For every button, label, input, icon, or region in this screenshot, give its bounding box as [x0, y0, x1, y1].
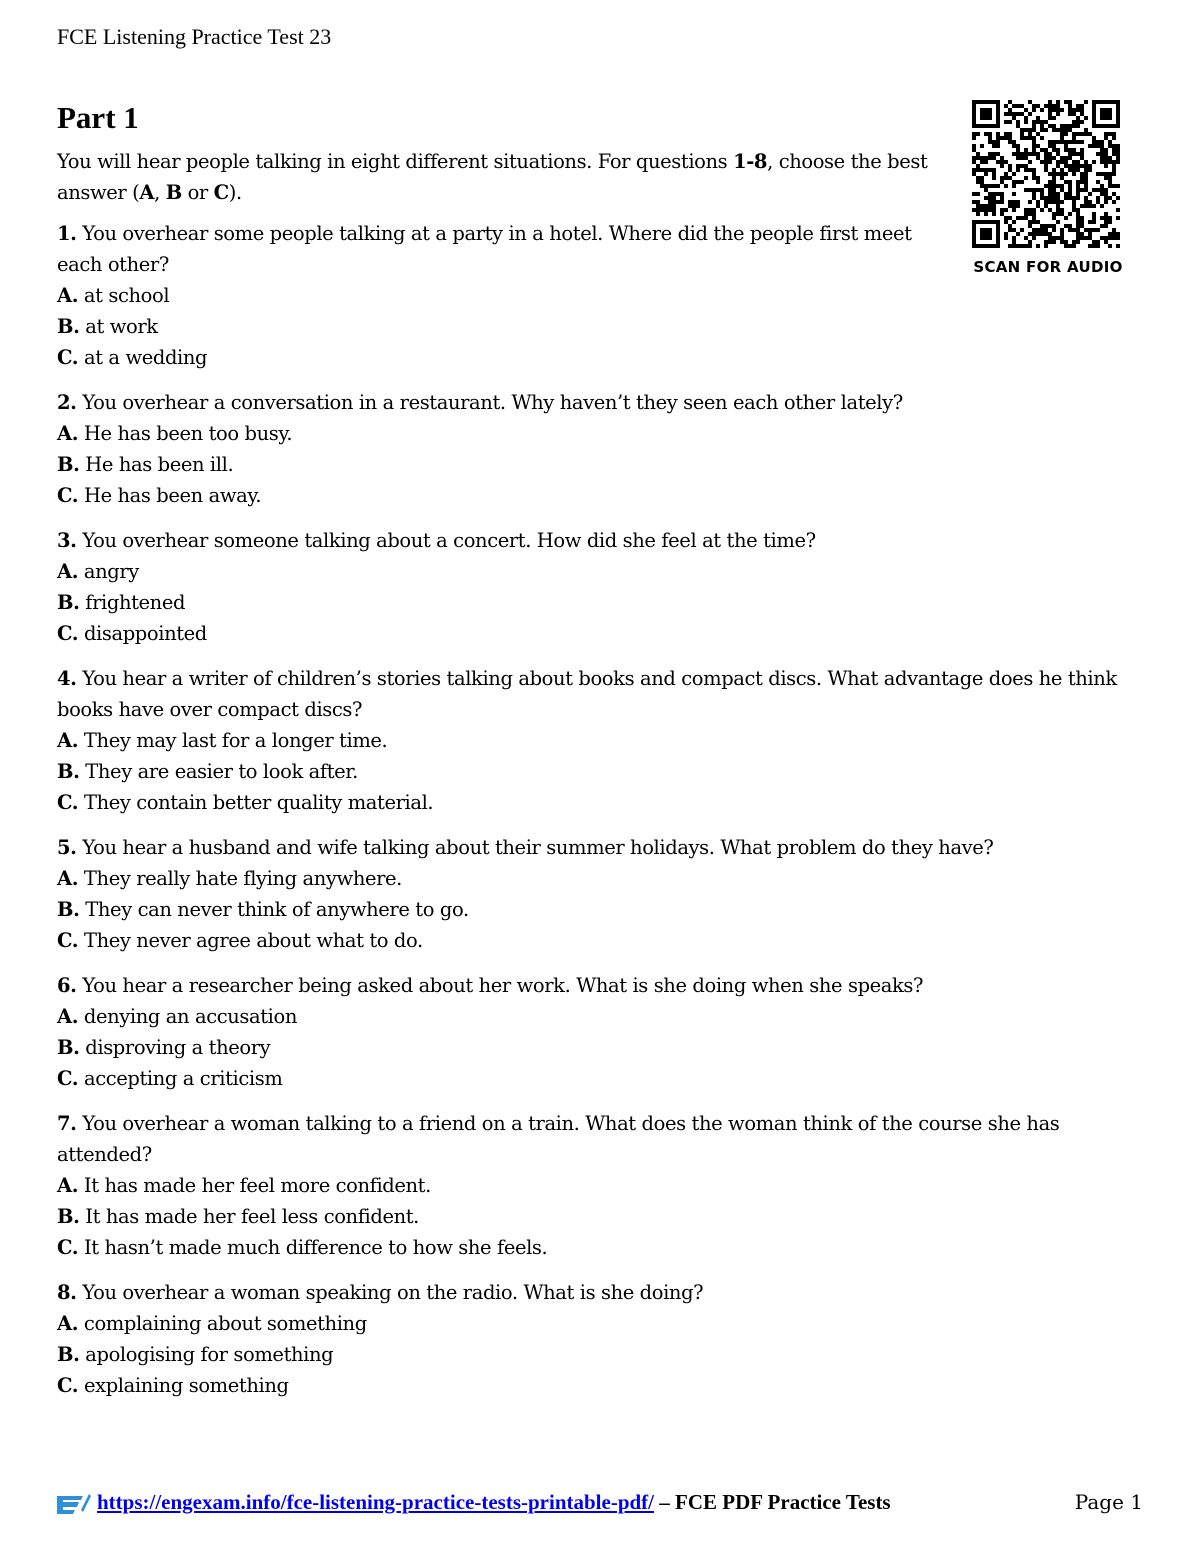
footer-url-link[interactable]: https://engexam.info/fce-listening-practice-tests-printable-pdf/ — [97, 1490, 655, 1514]
option-a: A. He has been too busy. — [57, 422, 293, 445]
question-stem — [57, 970, 1147, 1001]
instructions: You will hear people talking in eight different situations. For questions 1-8, choose the best answer (A, B or C). — [57, 150, 928, 204]
question-number: 5. — [57, 836, 77, 859]
option-b: B. disproving a theory — [57, 1036, 271, 1059]
footer-text — [97, 1490, 891, 1515]
test-content — [57, 146, 1147, 1415]
question-stem — [57, 1277, 1147, 1308]
question-8 — [57, 1277, 1147, 1401]
option-c: C. They never agree about what to do. — [57, 929, 423, 952]
question-stem — [57, 387, 1147, 418]
option-a: A. complaining about something — [57, 1312, 367, 1335]
question-4 — [57, 663, 1147, 818]
option-a: A. They may last for a longer time. — [57, 729, 388, 752]
question-number: 4. — [57, 667, 77, 690]
question-text: You overhear a woman speaking on the radio. What is she doing? — [76, 1281, 704, 1304]
option-c: C. It hasn’t made much difference to how she feels. — [57, 1236, 548, 1259]
question-number: 3. — [57, 529, 77, 552]
question-2 — [57, 387, 1147, 511]
question-text: You overhear a conversation in a restaurant. Why haven’t they seen each other lately? — [76, 391, 903, 414]
question-text: You overhear some people talking at a party in a hotel. Where did the people first meet each other? — [57, 222, 912, 276]
question-text: You overhear someone talking about a concert. How did she feel at the time? — [76, 529, 816, 552]
question-stem — [57, 218, 957, 280]
option-b: B. frightened — [57, 591, 186, 614]
option-c: C. explaining something — [57, 1374, 289, 1397]
option-a: A. It has made her feel more confident. — [57, 1174, 431, 1197]
option-c: C. disappointed — [57, 622, 207, 645]
question-stem — [57, 663, 1147, 725]
option-a: A. denying an accusation — [57, 1005, 298, 1028]
qr-caption: SCAN FOR AUDIO — [973, 258, 1123, 276]
option-c: C. at a wedding — [57, 346, 208, 369]
option-b: B. It has made her feel less confident. — [57, 1205, 419, 1228]
question-text: You hear a researcher being asked about her work. What is she doing when she speaks? — [76, 974, 924, 997]
question-1 — [57, 218, 1147, 373]
footer-suffix: – FCE PDF Practice Tests — [654, 1490, 891, 1514]
page-number: Page 1 — [1074, 1490, 1143, 1514]
question-5 — [57, 832, 1147, 956]
question-number: 2. — [57, 391, 77, 414]
option-b: B. They are easier to look after. — [57, 760, 358, 783]
question-6 — [57, 970, 1147, 1094]
question-stem — [57, 1108, 1147, 1170]
part-title: Part 1 — [57, 100, 139, 135]
option-a: A. They really hate flying anywhere. — [57, 867, 402, 890]
question-number: 6. — [57, 974, 77, 997]
option-c: C. accepting a criticism — [57, 1067, 283, 1090]
option-c: C. He has been away. — [57, 484, 262, 507]
question-text: You overhear a woman talking to a friend on a train. What does the woman think of the course she has attended? — [57, 1112, 1060, 1166]
option-b: B. They can never think of anywhere to go. — [57, 898, 469, 921]
option-a: A. at school — [57, 284, 170, 307]
engexam-logo-icon — [57, 1490, 91, 1518]
page-footer — [57, 1488, 1147, 1520]
option-b: B. apologising for something — [57, 1343, 334, 1366]
option-c: C. They contain better quality material. — [57, 791, 434, 814]
question-text: You hear a writer of children’s stories talking about books and compact discs. What advantage does he think books have over compact discs? — [57, 667, 1117, 721]
question-number: 1. — [57, 222, 77, 245]
question-number: 7. — [57, 1112, 77, 1135]
question-number: 8. — [57, 1281, 77, 1304]
question-stem — [57, 525, 1147, 556]
option-a: A. angry — [57, 560, 139, 583]
question-text: You hear a husband and wife talking about their summer holidays. What problem do they have? — [76, 836, 994, 859]
question-7 — [57, 1108, 1147, 1263]
question-stem — [57, 832, 1147, 863]
document-header-title: FCE Listening Practice Test 23 — [57, 24, 332, 49]
question-3 — [57, 525, 1147, 649]
option-b: B. at work — [57, 315, 158, 338]
option-b: B. He has been ill. — [57, 453, 234, 476]
